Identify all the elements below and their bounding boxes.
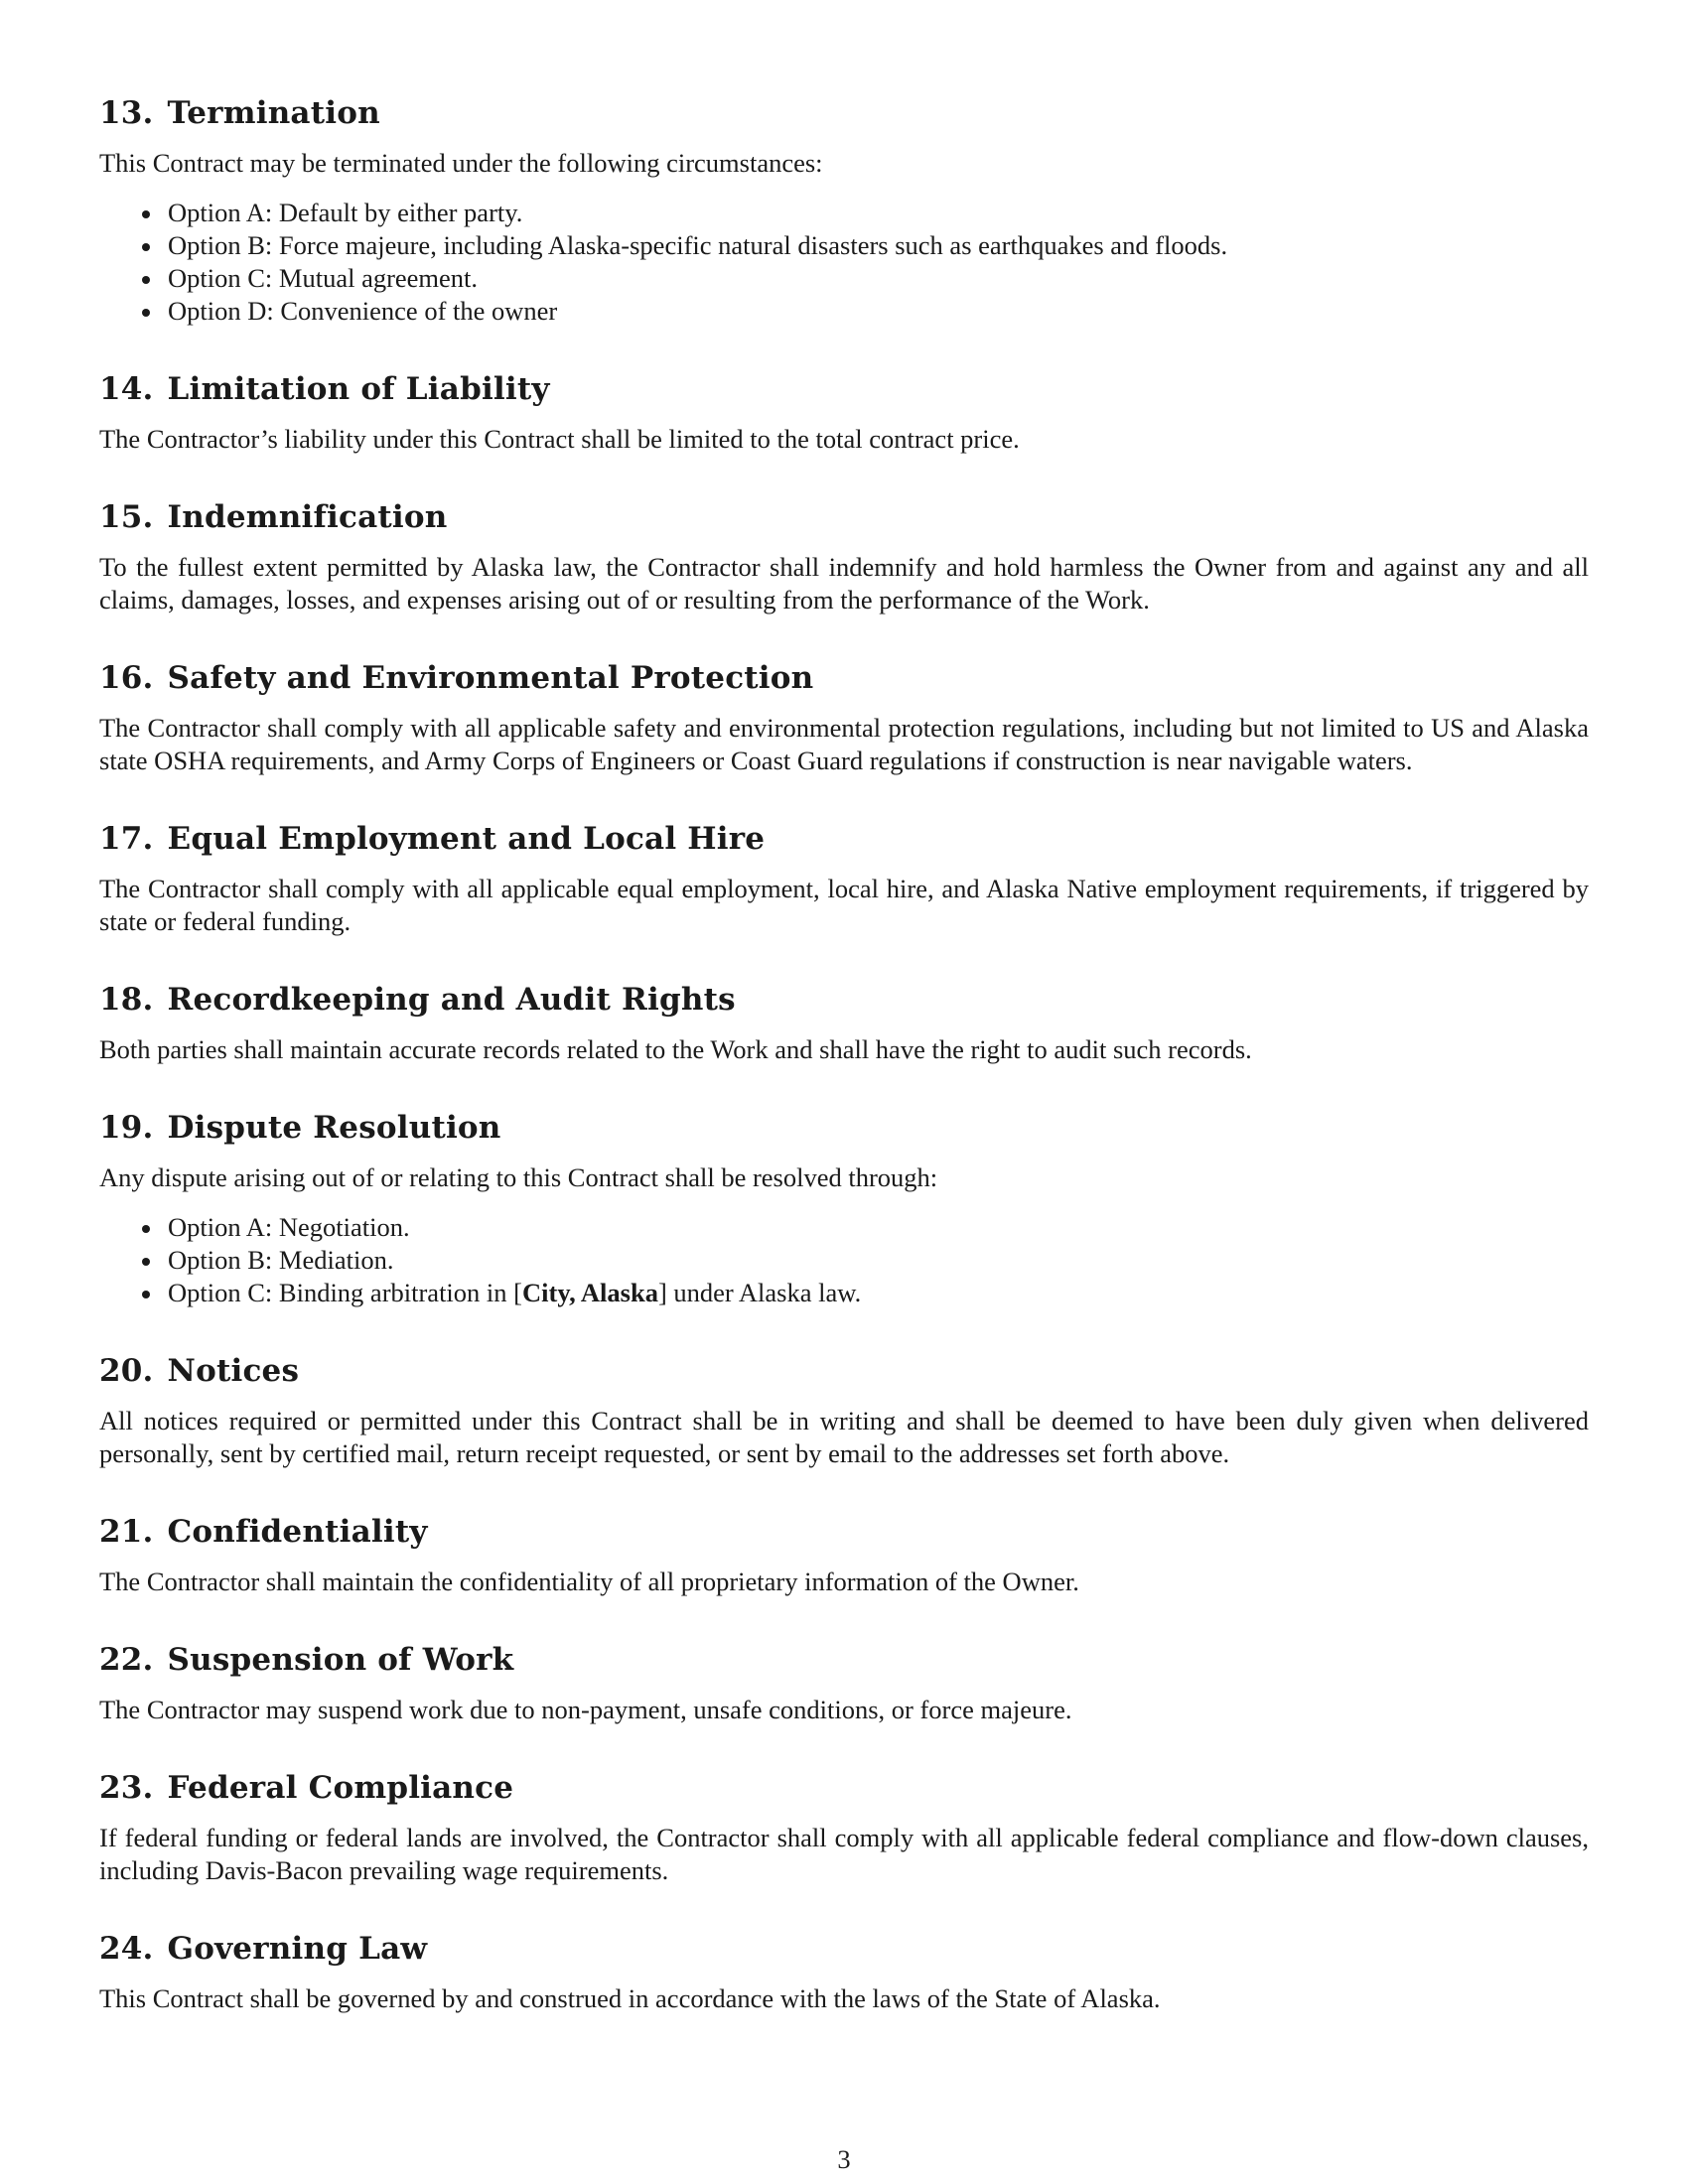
- list-item-text: Option A: Default by either party.: [168, 198, 523, 227]
- section-number: 24.: [99, 1931, 154, 1967]
- section-termination: [99, 93, 1589, 328]
- section-body: All notices required or permitted under this Contract shall be in writing and shall be deemed to have been duly given when delivered personally, sent by certified mail, return receipt requested, or sent by email to the addresses set forth above.: [99, 1406, 1589, 1468]
- section-title: Recordkeeping and Audit Rights: [167, 982, 736, 1018]
- list-item-text: Option C: Mutual agreement.: [168, 263, 479, 293]
- section-number: 15.: [99, 499, 154, 535]
- section-title: Equal Employment and Local Hire: [167, 821, 766, 857]
- list-item-prefix: Option C: Binding arbitration in: [168, 1278, 514, 1307]
- section-body: The Contractor shall comply with all applicable safety and environmental protection regulations, including but not limited to US and Alaska state OSHA requirements, and Army Corps of Engineers or Coast Guard regulations if construction is near navigable waters.: [99, 713, 1589, 775]
- bullet-icon: [142, 309, 150, 317]
- section-number: 17.: [99, 821, 154, 857]
- section-title: Confidentiality: [167, 1514, 428, 1550]
- bullet-icon: [142, 1291, 150, 1298]
- bracket-close: ]: [657, 1278, 667, 1307]
- list-item-suffix: under Alaska law.: [666, 1278, 862, 1307]
- section-title: Federal Compliance: [167, 1770, 514, 1806]
- city-placeholder: City, Alaska: [522, 1278, 658, 1307]
- termination-options-list: [99, 197, 1589, 328]
- section-title: Limitation of Liability: [167, 371, 550, 407]
- bullet-icon: [142, 243, 150, 251]
- section-safety-environmental: [99, 658, 1589, 777]
- section-body: The Contractor shall maintain the confidentiality of all proprietary information of the Owner.: [99, 1567, 1079, 1596]
- page-number: 3: [837, 2144, 851, 2174]
- section-title: Termination: [167, 95, 380, 131]
- section-title: Governing Law: [167, 1931, 428, 1967]
- section-number: 20.: [99, 1353, 154, 1389]
- section-heading: [99, 819, 1589, 859]
- list-item: [99, 197, 1589, 229]
- section-heading: [99, 93, 1589, 133]
- section-recordkeeping: [99, 980, 1589, 1066]
- section-title: Indemnification: [167, 499, 448, 535]
- list-item-text: Option D: Convenience of the owner: [168, 296, 558, 326]
- section-intro: This Contract may be terminated under the following circumstances:: [99, 148, 823, 178]
- list-item: [99, 229, 1589, 262]
- section-suspension-of-work: [99, 1640, 1589, 1726]
- section-number: 14.: [99, 371, 154, 407]
- section-title: Dispute Resolution: [167, 1110, 501, 1146]
- section-number: 23.: [99, 1770, 154, 1806]
- bullet-icon: [142, 1258, 150, 1266]
- section-title: Notices: [167, 1353, 300, 1389]
- bullet-icon: [142, 276, 150, 284]
- section-number: 19.: [99, 1110, 154, 1146]
- section-body: If federal funding or federal lands are involved, the Contractor shall comply with all applicable federal compliance and flow-down clauses, including Davis-Bacon prevailing wage requirements.: [99, 1823, 1589, 1885]
- section-governing-law: [99, 1929, 1589, 2015]
- list-item-text: Option B: Mediation.: [168, 1245, 394, 1275]
- section-body: To the fullest extent permitted by Alaska law, the Contractor shall indemnify and hold harmless the Owner from and against any and all claims, damages, losses, and expenses arising out of or resulting from the performance of the Work.: [99, 552, 1589, 614]
- section-heading: [99, 980, 1589, 1020]
- section-dispute-resolution: [99, 1108, 1589, 1309]
- section-federal-compliance: [99, 1768, 1589, 1887]
- list-item: [99, 1277, 1589, 1309]
- section-heading: [99, 1512, 1589, 1552]
- section-heading: [99, 1640, 1589, 1680]
- list-item: [99, 262, 1589, 295]
- bracket-open: [: [513, 1278, 522, 1307]
- section-heading: [99, 1108, 1589, 1148]
- section-number: 18.: [99, 982, 154, 1018]
- section-heading: [99, 497, 1589, 537]
- section-heading: [99, 1929, 1589, 1969]
- section-body: Both parties shall maintain accurate records related to the Work and shall have the right to audit such records.: [99, 1034, 1252, 1064]
- section-heading: [99, 658, 1589, 698]
- list-item-text: Option A: Negotiation.: [168, 1212, 410, 1242]
- list-item: [99, 1211, 1589, 1244]
- section-body: This Contract shall be governed by and construed in accordance with the laws of the State of Alaska.: [99, 1983, 1161, 2013]
- bullet-icon: [142, 210, 150, 218]
- section-notices: [99, 1351, 1589, 1470]
- section-body: The Contractor may suspend work due to non-payment, unsafe conditions, or force majeure.: [99, 1695, 1072, 1724]
- bullet-icon: [142, 1225, 150, 1233]
- section-title: Suspension of Work: [167, 1642, 514, 1678]
- section-heading: [99, 1351, 1589, 1391]
- section-confidentiality: [99, 1512, 1589, 1598]
- list-item: [99, 295, 1589, 328]
- section-intro: Any dispute arising out of or relating to this Contract shall be resolved through:: [99, 1162, 938, 1192]
- section-heading: [99, 369, 1589, 409]
- section-indemnification: [99, 497, 1589, 616]
- dispute-options-list: [99, 1211, 1589, 1309]
- section-heading: [99, 1768, 1589, 1808]
- list-item-text: Option B: Force majeure, including Alaska-specific natural disasters such as earthquakes and floods.: [168, 230, 1228, 260]
- document-page: [99, 93, 1589, 2015]
- section-number: 21.: [99, 1514, 154, 1550]
- section-number: 13.: [99, 95, 154, 131]
- section-title: Safety and Environmental Protection: [167, 660, 814, 696]
- list-item: [99, 1244, 1589, 1277]
- section-body: The Contractor’s liability under this Contract shall be limited to the total contract price.: [99, 424, 1020, 454]
- section-equal-employment: [99, 819, 1589, 938]
- section-number: 16.: [99, 660, 154, 696]
- section-limitation-of-liability: [99, 369, 1589, 456]
- section-body: The Contractor shall comply with all applicable equal employment, local hire, and Alaska Native employment requirements, if triggered by state or federal funding.: [99, 874, 1589, 936]
- section-number: 22.: [99, 1642, 154, 1678]
